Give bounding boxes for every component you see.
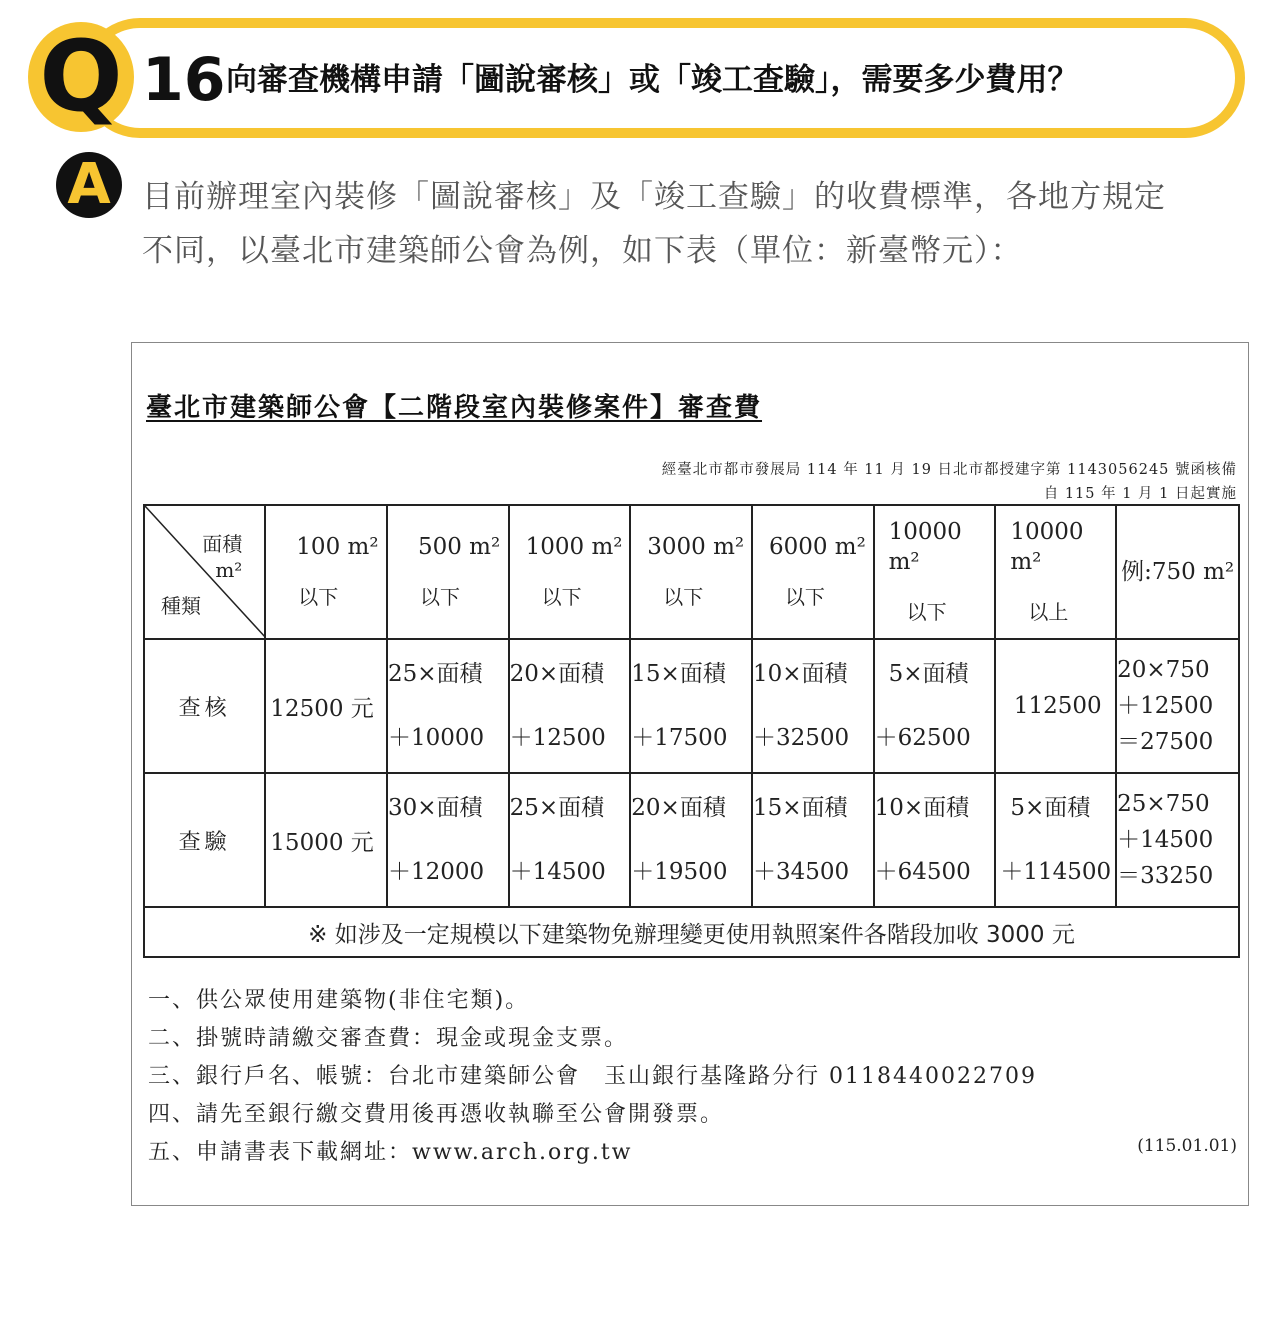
fee-formula — [630, 773, 752, 907]
row-label: 查核 — [144, 639, 265, 773]
formula-base: ＋14500 — [509, 859, 606, 885]
formula-rate: 15×面積 — [631, 661, 726, 687]
column-area: 1000 m² — [525, 534, 623, 560]
example-line: ＋14500 — [1117, 827, 1214, 853]
column-area: 例:750 m² — [1121, 559, 1235, 585]
corner-type-label: 種類 — [161, 594, 201, 618]
formula-rate: 5×面積 — [1010, 795, 1091, 821]
table-row — [144, 639, 1239, 773]
note-item: 二、掛號時請繳交審查費：現金或現金支票。 — [148, 1026, 629, 1051]
column-area: 6000 m² — [768, 534, 866, 560]
formula-base: ＋62500 — [874, 725, 971, 751]
flat-fee: 112500 — [995, 639, 1116, 773]
column-area: 500 m² — [417, 534, 501, 560]
formula-base: ＋12500 — [509, 725, 606, 751]
answer-text — [142, 170, 1252, 278]
example-calc — [1116, 639, 1239, 773]
column-header — [1116, 505, 1239, 639]
version-date: (115.01.01) — [1137, 1136, 1237, 1156]
document-notes — [148, 982, 1037, 1172]
flat-fee: 15000 元 — [265, 773, 387, 907]
fee-formula — [874, 773, 996, 907]
column-header — [995, 505, 1116, 639]
table-note-row — [144, 907, 1239, 957]
column-header — [752, 505, 874, 639]
example-line: 25×750 — [1117, 791, 1210, 817]
column-range: 以下 — [784, 585, 825, 609]
column-area: 100 m² — [296, 534, 379, 560]
column-area: 10000 m² — [1010, 519, 1084, 575]
fee-formula — [509, 773, 631, 907]
formula-base: ＋32500 — [752, 725, 850, 751]
column-header — [509, 505, 631, 639]
fee-formula — [752, 773, 874, 907]
a-letter: A — [67, 152, 111, 217]
approval-line: 自 115 年 1 月 1 日起實施 — [1043, 486, 1237, 502]
approval-note — [662, 458, 1237, 506]
flat-fee: 12500 元 — [265, 639, 387, 773]
fee-formula — [995, 773, 1116, 907]
column-header — [630, 505, 752, 639]
fee-formula — [387, 773, 509, 907]
answer-line: 目前辦理室內裝修「圖說審核」及「竣工查驗」的收費標準，各地方規定 — [142, 179, 1166, 215]
example-line: ＝27500 — [1117, 729, 1214, 755]
column-area: 3000 m² — [647, 534, 745, 560]
corner-area-label: 面積 — [202, 532, 243, 556]
example-calc — [1116, 773, 1239, 907]
answer-line: 不同，以臺北市建築師公會為例，如下表（單位：新臺幣元）： — [142, 233, 1023, 269]
column-range: 以下 — [298, 585, 339, 609]
formula-rate: 10×面積 — [874, 795, 970, 821]
document-title: 臺北市建築師公會【二階段室內裝修案件】審查費 — [146, 393, 763, 423]
formula-rate: 25×面積 — [509, 795, 605, 821]
fee-formula — [874, 639, 996, 773]
corner-cell — [144, 505, 265, 639]
note-item: 一、供公眾使用建築物(非住宅類)。 — [148, 988, 530, 1013]
fee-formula — [387, 639, 509, 773]
note-item: 四、請先至銀行繳交費用後再憑收執聯至公會開發票。 — [148, 1102, 725, 1127]
corner-unit-label: m² — [215, 558, 243, 582]
table-header-row — [144, 505, 1239, 639]
fee-formula — [630, 639, 752, 773]
formula-base: ＋114500 — [1000, 859, 1112, 885]
column-range: 以下 — [541, 585, 582, 609]
example-line: 20×750 — [1117, 657, 1210, 683]
example-line: ＝33250 — [1117, 863, 1214, 889]
formula-base: ＋12000 — [387, 859, 485, 885]
q-letter: Q — [39, 20, 123, 134]
column-area: 10000 m² — [888, 519, 962, 575]
column-header — [265, 505, 387, 639]
column-header — [387, 505, 509, 639]
formula-rate: 30×面積 — [387, 795, 483, 821]
column-range: 以下 — [906, 600, 947, 624]
formula-base: ＋10000 — [387, 725, 485, 751]
formula-rate: 25×面積 — [387, 661, 483, 687]
table-row — [144, 773, 1239, 907]
fee-formula — [509, 639, 631, 773]
formula-base: ＋34500 — [752, 859, 850, 885]
note-item: 五、申請書表下載網址：www.arch.org.tw — [148, 1140, 633, 1165]
formula-rate: 15×面積 — [752, 795, 848, 821]
formula-rate: 20×面積 — [631, 795, 726, 821]
formula-base: ＋17500 — [631, 725, 728, 751]
formula-rate: 10×面積 — [752, 661, 848, 687]
approval-line: 經臺北市都市發展局 114 年 11 月 19 日北市都授建字第 1143056245 號函核備 — [661, 462, 1237, 478]
formula-rate: 5×面積 — [888, 661, 969, 687]
question-number: 16 — [142, 45, 226, 115]
formula-rate: 20×面積 — [509, 661, 605, 687]
column-range: 以下 — [663, 585, 704, 609]
row-label: 查驗 — [144, 773, 265, 907]
formula-base: ＋64500 — [874, 859, 971, 885]
surcharge-note: ※ 如涉及一定規模以下建築物免辦理變更使用執照案件各階段加收 3000 元 — [144, 907, 1239, 957]
column-range: 以上 — [1028, 600, 1069, 624]
column-header — [874, 505, 996, 639]
example-line: ＋12500 — [1117, 693, 1214, 719]
fee-formula — [752, 639, 874, 773]
note-item: 三、銀行戶名、帳號：台北市建築師公會 玉山銀行基隆路分行 0118440022709 — [148, 1064, 1037, 1089]
fee-table — [143, 504, 1240, 958]
question-title: 向審查機構申請「圖說審核」或「竣工查驗」，需要多少費用？ — [226, 62, 1079, 98]
column-range: 以下 — [419, 585, 460, 609]
formula-base: ＋19500 — [631, 859, 728, 885]
